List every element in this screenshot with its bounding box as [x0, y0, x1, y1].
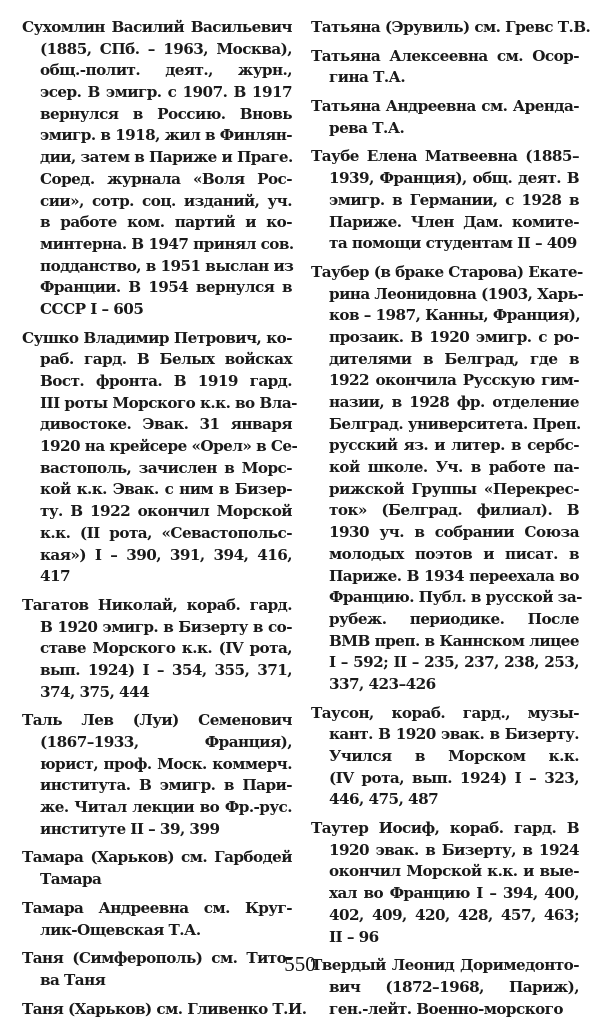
index-entry	[22, 17, 292, 321]
entry-line: вернулся в Россию. Вновь	[40, 104, 292, 123]
index-entry	[22, 898, 292, 941]
entry-line: дителями в Белград, где в	[329, 349, 579, 368]
index-entry	[22, 595, 292, 703]
page-number: 550	[284, 952, 316, 976]
index-entry	[22, 328, 298, 588]
entry-line: ген.-лейт. Военно-морского	[329, 999, 564, 1018]
entry-line: юрист, проф. Моск. коммерч.	[40, 754, 292, 773]
entry-line: гина Т.А.	[329, 68, 406, 87]
entry-line: ков – 1987, Канны, Франция),	[329, 306, 581, 325]
entry-headline: Татьяна Андреевна см. Аренда-	[311, 97, 579, 116]
entry-headline: Тамара Андреевна см. Круг-	[22, 898, 292, 917]
entry-line: кая») I – 390, 391, 394, 416,	[40, 545, 292, 564]
entry-line: Вост. фронта. В 1919 гард.	[40, 372, 292, 390]
entry-headline: Тагатов Николай, кораб. гард.	[22, 595, 292, 614]
entry-headline: Таутер Иосиф, кораб. гард. В	[311, 819, 579, 838]
entry-line: 1922 окончила Русскую гим-	[329, 371, 579, 390]
index-entry	[311, 46, 579, 89]
entry-headline: Татьяна Алексеевна см. Осор-	[311, 46, 579, 65]
entry-line: общ.-полит. деят., журн.,	[40, 61, 292, 80]
entry-line: 1930 уч. в собрании Союза	[329, 523, 579, 542]
entry-line: СССР I – 605	[40, 299, 144, 318]
entry-line: Париже. В 1934 переехала во	[329, 566, 579, 585]
entry-line: дии, затем в Париже и Праге.	[40, 148, 293, 167]
entry-line: вич (1872–1968, Париж),	[329, 977, 579, 996]
entry-line: в работе ком. партий и ко-	[40, 213, 292, 232]
entry-line: Белград. университета. Преп.	[329, 414, 581, 433]
entry-line: кой школе. Уч. в работе па-	[329, 458, 579, 477]
index-entry	[311, 818, 579, 948]
entry-line: 1939, Франция), общ. деят. В	[329, 169, 579, 188]
entry-line: подданство, в 1951 выслан из	[40, 256, 294, 275]
entry-line: (IV рота, вып. 1924) I – 323,	[329, 768, 579, 787]
entry-line: эмигр. в Германии, с 1928 в	[329, 190, 579, 209]
entry-line: 402, 409, 420, 428, 457, 463;	[329, 905, 579, 924]
index-entry	[311, 96, 579, 139]
entry-headline: Твердый Леонид Доримедонто-	[311, 956, 579, 975]
index-entry	[311, 146, 579, 254]
entry-line: эсер. В эмигр. с 1907. В 1917	[40, 83, 292, 102]
entry-line: института. В эмигр. в Пари-	[40, 776, 292, 795]
index-entry	[311, 703, 579, 811]
entry-headline: Тамара (Харьков) см. Гарбодей	[22, 848, 292, 867]
entry-line: эмигр. в 1918, жил в Финлян-	[40, 126, 293, 145]
entry-headline: Таубер (в браке Старова) Екате-	[311, 262, 583, 281]
entry-line: кой к.к. Эвак. с ним в Бизер-	[40, 480, 292, 499]
entry-headline: Сухомлин Василий Васильевич	[22, 18, 292, 36]
entry-line: ВМВ преп. в Каннском лицее	[329, 631, 579, 650]
entry-line: окончил Морской к.к. и вые-	[329, 862, 579, 881]
entry-headline: Таня (Харьков) см. Гливенко Т.И.	[22, 999, 307, 1018]
entry-line: 417	[40, 567, 71, 586]
entry-line: III роты Морского к.к. во Вла-	[40, 393, 297, 412]
index-entry	[311, 17, 591, 39]
entry-line: ту. В 1922 окончил Морской	[40, 502, 292, 521]
entry-line: Учился в Морском к.к.	[329, 747, 579, 765]
entry-headline: Таль Лев (Луи) Семенович	[22, 711, 292, 730]
entry-line: 1920 эвак. в Бизерту, в 1924	[329, 840, 579, 859]
entry-line: хал во Францию I – 394, 400,	[329, 884, 579, 903]
entry-headline: Таусон, кораб. гард., музы-	[311, 703, 579, 722]
index-entry	[22, 710, 292, 840]
entry-line: ток» (Белград. филиал). В	[329, 501, 579, 520]
entry-line: молодых поэтов и писат. в	[329, 544, 579, 563]
entry-line: ва Таня	[40, 970, 106, 989]
entry-line: сии», сотр. соц. изданий, уч.	[40, 191, 292, 210]
entry-line: В 1920 эмигр. в Бизерту в со-	[40, 617, 292, 636]
index-column-right	[311, 17, 591, 1027]
entry-line: прозаик. В 1920 эмигр. с ро-	[329, 327, 579, 346]
entry-line: (1885, СПб. – 1963, Москва),	[40, 39, 292, 58]
index-entry	[311, 262, 584, 696]
entry-line: Тамара	[40, 870, 102, 889]
entry-line: рубеж. периодике. После	[329, 609, 579, 628]
entry-line: институте II – 39, 399	[40, 819, 220, 838]
entry-line: раб. гард. В Белых войсках	[40, 350, 292, 369]
entry-line: вып. 1924) I – 354, 355, 371,	[40, 660, 292, 679]
entry-line: дивостоке. Эвак. 31 января	[40, 415, 292, 434]
entry-line: лик-Ощевская Т.А.	[40, 920, 201, 939]
entry-line: русский яз. и литер. в сербс-	[329, 436, 579, 455]
entry-line: 1920 на крейсере «Орел» в Се-	[40, 437, 298, 456]
entry-headline: Таубе Елена Матвеевна (1885–	[311, 147, 579, 166]
entry-line: Франции. В 1954 вернулся в	[40, 278, 292, 297]
entry-line: (1867–1933, Франция),	[40, 733, 292, 751]
entry-line: 374, 375, 444	[40, 682, 150, 701]
entry-line: минтерна. В 1947 принял сов.	[40, 234, 294, 253]
entry-line: та помощи студентам II – 409	[329, 234, 577, 253]
entry-line: назии, в 1928 фр. отделение	[329, 393, 579, 411]
entry-headline: Сушко Владимир Петрович, ко-	[22, 328, 292, 347]
entry-line: Париже. Член Дам. комите-	[329, 212, 579, 231]
entry-line: ставе Морского к.к. (IV рота,	[40, 639, 292, 658]
entry-line: рина Леонидовна (1903, Харь-	[329, 284, 584, 303]
entry-line: к.к. (II рота, «Севастопольс-	[40, 523, 292, 542]
entry-line: рижской Группы «Перекрес-	[329, 479, 579, 498]
entry-line: 446, 475, 487	[329, 790, 439, 809]
entry-line: Францию. Публ. в русской за-	[329, 588, 582, 607]
entry-headline: Таня (Симферополь) см. Тито-	[22, 949, 292, 968]
entry-line: II – 96	[329, 927, 379, 946]
entry-line: же. Читал лекции во Фр.-рус.	[40, 798, 292, 817]
entry-line: Соред. журнала «Воля Рос-	[40, 169, 292, 188]
entry-line: рева Т.А.	[329, 118, 405, 137]
index-entry	[22, 847, 292, 890]
entry-line: 337, 423–426	[329, 674, 436, 693]
entry-line: I – 592; II – 235, 237, 238, 253,	[329, 653, 579, 672]
entry-headline: Татьяна (Эрувиль) см. Гревс Т.В.	[311, 18, 591, 36]
entry-line: кант. В 1920 эвак. в Бизерту.	[329, 725, 579, 744]
entry-line: вастополь, зачислен в Морс-	[40, 458, 292, 477]
